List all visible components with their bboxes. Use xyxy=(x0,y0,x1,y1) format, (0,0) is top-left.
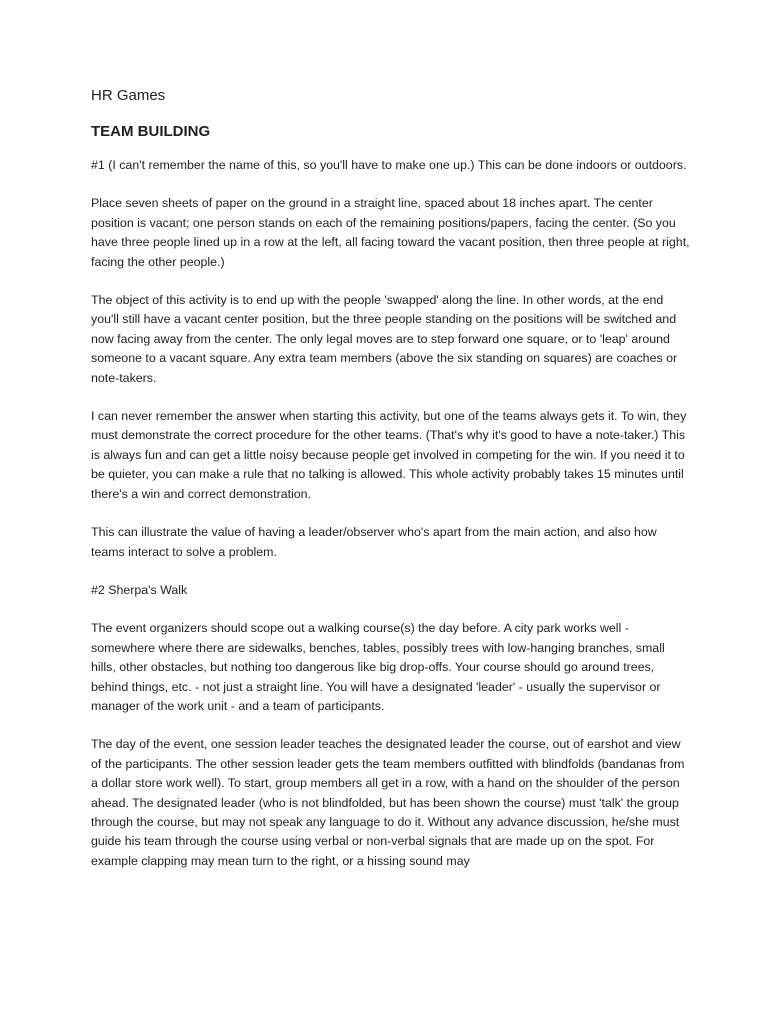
paragraph: Place seven sheets of paper on the ground in a straight line, spaced about 18 inches apart. The center position is vacant; one person stands on each of the remaining positions/papers, facing the center. (So you have three people lined up in a row at the left, all facing toward the vacant position, then three people at right, facing the other people.) xyxy=(91,196,690,269)
sub-heading: #2 Sherpa's Walk xyxy=(91,582,188,597)
paragraph: The event organizers should scope out a walking course(s) the day before. A city park works well - somewhere where there are sidewalks, benches, tables, possibly trees with low-hanging branches, small hills, other obstacles, but nothing too dangerous like big drop-offs. Your course should go around trees, behind things, etc. - not just a straight line. You will have a designated 'leader' - usually the supervisor or manager of the work unit - and a team of participants. xyxy=(91,621,665,713)
document-page xyxy=(91,86,691,890)
document-title: HR Games xyxy=(91,87,166,104)
paragraph: I can never remember the answer when starting this activity, but one of the teams always gets it. To win, they must demonstrate the correct procedure for the other teams. (That's why it's good to have a note-taker.) This is always fun and can get a little noisy because people get involved in competing for the win. If you need it to be quieter, you can make a rule that no talking is allowed. This whole activity probably takes 15 minutes until there's a win and correct demonstration. xyxy=(91,409,687,501)
paragraph: #1 (I can't remember the name of this, so you'll have to make one up.) This can be done indoors or outdoors. xyxy=(91,158,687,172)
paragraph: The object of this activity is to end up with the people 'swapped' along the line. In other words, at the end you'll still have a vacant center position, but the three people standing on the positions will be switched and now facing away from the center. The only legal moves are to step forward one square, or to 'leap' around someone to a vacant square. Any extra team members (above the six standing on squares) are coaches or note-takers. xyxy=(91,293,678,385)
paragraph: This can illustrate the value of having a leader/observer who's apart from the main action, and also how teams interact to solve a problem. xyxy=(91,525,657,559)
section-heading: TEAM BUILDING xyxy=(91,123,211,140)
paragraph: The day of the event, one session leader teaches the designated leader the course, out of earshot and view of the participants. The other session leader gets the team members outfitted with blindfolds (bandanas from a dollar store work well). To start, group members all get in a row, with a hand on the shoulder of the person ahead. The designated leader (who is not blindfolded, but has been shown the course) must 'talk' the group through the course, but may not speak any language to do it. Without any advance discussion, he/she must guide his team through the course using verbal or non-verbal signals that are made up on the spot. For example clapping may mean turn to the right, or a hissing sound may xyxy=(91,737,685,868)
